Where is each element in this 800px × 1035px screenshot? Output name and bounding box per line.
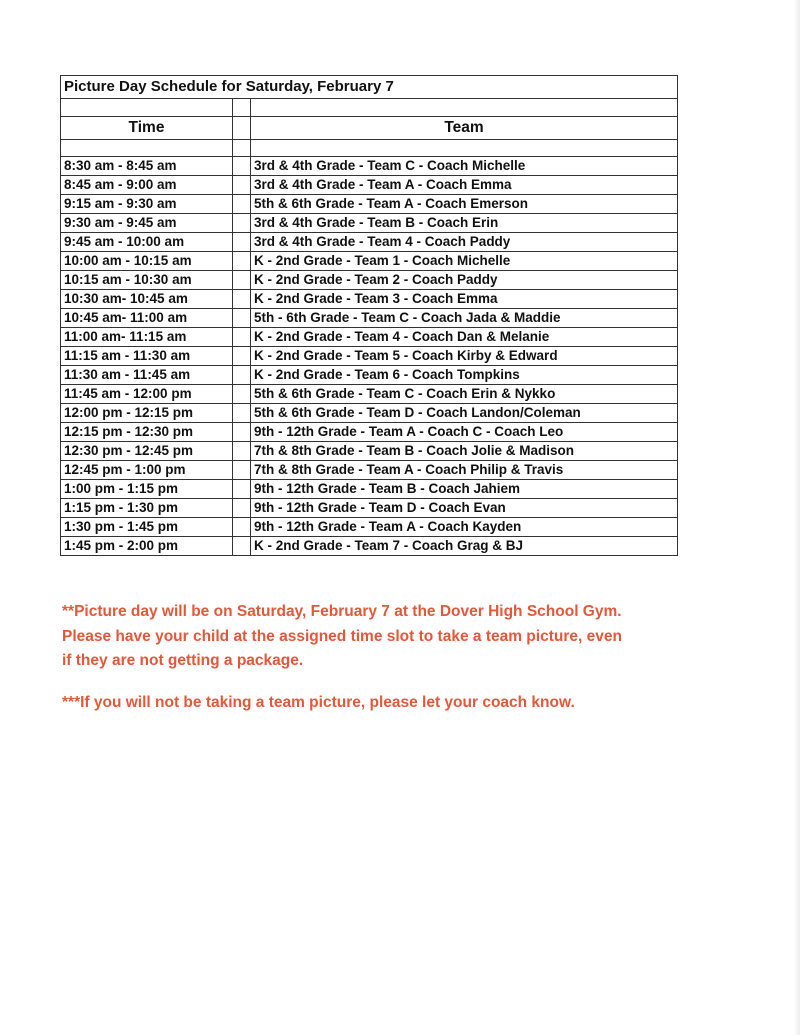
page-edge <box>794 0 800 1035</box>
notes-section <box>62 600 622 715</box>
spacer-cell <box>233 290 251 309</box>
spacer-cell <box>233 518 251 537</box>
time-cell: 12:30 pm - 12:45 pm <box>61 442 233 461</box>
spacer-cell <box>233 176 251 195</box>
table-row <box>61 252 678 271</box>
spacer-cell <box>233 385 251 404</box>
spacer-cell <box>233 252 251 271</box>
spacer-cell <box>233 366 251 385</box>
spacer-cell <box>233 404 251 423</box>
column-header-team: Team <box>251 117 678 140</box>
spacer-cell <box>233 233 251 252</box>
table-row <box>61 214 678 233</box>
table-row <box>61 290 678 309</box>
spacer-cell <box>233 195 251 214</box>
time-cell: 10:00 am - 10:15 am <box>61 252 233 271</box>
time-cell: 9:45 am - 10:00 am <box>61 233 233 252</box>
column-header-time: Time <box>61 117 233 140</box>
table-row <box>61 271 678 290</box>
team-cell: 9th - 12th Grade - Team A - Coach Kayden <box>251 518 678 537</box>
title-row <box>61 76 678 99</box>
time-cell: 10:45 am- 11:00 am <box>61 309 233 328</box>
team-cell: 9th - 12th Grade - Team D - Coach Evan <box>251 499 678 518</box>
team-cell: K - 2nd Grade - Team 4 - Coach Dan & Melanie <box>251 328 678 347</box>
spacer-cell <box>233 537 251 556</box>
team-cell: 3rd & 4th Grade - Team 4 - Coach Paddy <box>251 233 678 252</box>
table-row <box>61 176 678 195</box>
time-cell: 1:00 pm - 1:15 pm <box>61 480 233 499</box>
blank-row <box>61 99 678 117</box>
table-row <box>61 461 678 480</box>
time-cell: 8:45 am - 9:00 am <box>61 176 233 195</box>
team-cell: K - 2nd Grade - Team 5 - Coach Kirby & Edward <box>251 347 678 366</box>
time-cell: 1:45 pm - 2:00 pm <box>61 537 233 556</box>
table-row <box>61 328 678 347</box>
spacer-cell <box>233 461 251 480</box>
team-cell: K - 2nd Grade - Team 3 - Coach Emma <box>251 290 678 309</box>
spacer-cell <box>233 423 251 442</box>
time-cell: 11:00 am- 11:15 am <box>61 328 233 347</box>
table-row <box>61 366 678 385</box>
picture-day-note: **Picture day will be on Saturday, February 7 at the Dover High School Gym. Please have your child at the assigned time slot to take a team picture, even if they are not getting a package. <box>62 603 622 669</box>
table-row <box>61 309 678 328</box>
time-cell: 11:30 am - 11:45 am <box>61 366 233 385</box>
table-row <box>61 195 678 214</box>
opt-out-note: ***If you will not be taking a team picture, please let your coach know. <box>62 693 575 711</box>
table-row <box>61 157 678 176</box>
team-cell: 5th & 6th Grade - Team D - Coach Landon/Coleman <box>251 404 678 423</box>
table-row <box>61 518 678 537</box>
spacer-cell <box>233 309 251 328</box>
time-cell: 1:30 pm - 1:45 pm <box>61 518 233 537</box>
team-cell: 3rd & 4th Grade - Team B - Coach Erin <box>251 214 678 233</box>
team-cell: 5th & 6th Grade - Team C - Coach Erin & Nykko <box>251 385 678 404</box>
time-cell: 9:15 am - 9:30 am <box>61 195 233 214</box>
time-cell: 10:30 am- 10:45 am <box>61 290 233 309</box>
table-row <box>61 233 678 252</box>
table-row <box>61 423 678 442</box>
team-cell: K - 2nd Grade - Team 1 - Coach Michelle <box>251 252 678 271</box>
table-row <box>61 404 678 423</box>
schedule-table <box>60 75 678 556</box>
table-row <box>61 537 678 556</box>
header-row <box>61 117 678 140</box>
table-row <box>61 442 678 461</box>
time-cell: 12:45 pm - 1:00 pm <box>61 461 233 480</box>
spacer-cell <box>233 480 251 499</box>
blank-row <box>61 140 678 157</box>
table-row <box>61 347 678 366</box>
team-cell: 7th & 8th Grade - Team B - Coach Jolie & Madison <box>251 442 678 461</box>
time-cell: 12:00 pm - 12:15 pm <box>61 404 233 423</box>
time-cell: 9:30 am - 9:45 am <box>61 214 233 233</box>
time-cell: 10:15 am - 10:30 am <box>61 271 233 290</box>
team-cell: K - 2nd Grade - Team 6 - Coach Tompkins <box>251 366 678 385</box>
team-cell: 9th - 12th Grade - Team B - Coach Jahiem <box>251 480 678 499</box>
spacer-cell <box>233 499 251 518</box>
team-cell: K - 2nd Grade - Team 2 - Coach Paddy <box>251 271 678 290</box>
team-cell: 5th - 6th Grade - Team C - Coach Jada & Maddie <box>251 309 678 328</box>
column-spacer <box>233 117 251 140</box>
table-row <box>61 385 678 404</box>
team-cell: 7th & 8th Grade - Team A - Coach Philip & Travis <box>251 461 678 480</box>
time-cell: 8:30 am - 8:45 am <box>61 157 233 176</box>
time-cell: 11:45 am - 12:00 pm <box>61 385 233 404</box>
team-cell: 3rd & 4th Grade - Team C - Coach Michelle <box>251 157 678 176</box>
team-cell: 9th - 12th Grade - Team A - Coach C - Coach Leo <box>251 423 678 442</box>
spacer-cell <box>233 157 251 176</box>
team-cell: 3rd & 4th Grade - Team A - Coach Emma <box>251 176 678 195</box>
team-cell: 5th & 6th Grade - Team A - Coach Emerson <box>251 195 678 214</box>
spacer-cell <box>233 347 251 366</box>
spacer-cell <box>233 214 251 233</box>
time-cell: 1:15 pm - 1:30 pm <box>61 499 233 518</box>
table-row <box>61 499 678 518</box>
table-row <box>61 480 678 499</box>
spacer-cell <box>233 442 251 461</box>
team-cell: K - 2nd Grade - Team 7 - Coach Grag & BJ <box>251 537 678 556</box>
time-cell: 12:15 pm - 12:30 pm <box>61 423 233 442</box>
schedule-title: Picture Day Schedule for Saturday, February 7 <box>61 76 678 99</box>
spacer-cell <box>233 271 251 290</box>
spacer-cell <box>233 328 251 347</box>
time-cell: 11:15 am - 11:30 am <box>61 347 233 366</box>
